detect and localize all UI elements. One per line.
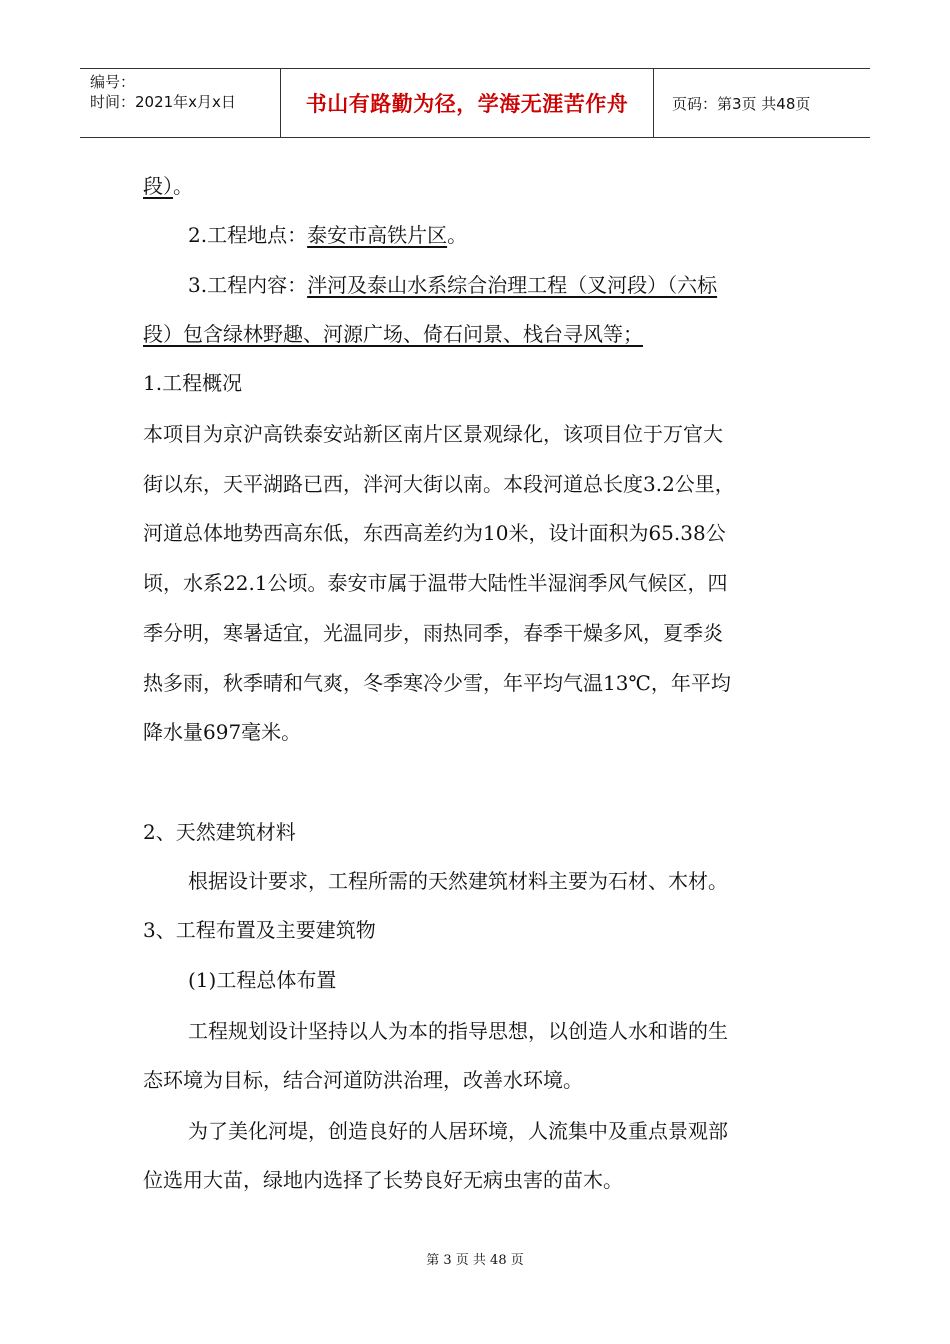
page-info: 页码：第3页 共48页	[672, 94, 811, 113]
paragraph-line	[143, 324, 643, 344]
label-text: 3.工程内容：	[188, 273, 308, 297]
paragraph-line: 态环境为目标，结合河道防洪治理，改善水环境。	[143, 1068, 583, 1092]
paragraph-line: 降水量697毫米。	[143, 720, 302, 744]
paragraph-line	[188, 225, 467, 245]
punctuation: 。	[447, 223, 468, 247]
underlined-text: 段）包含绿林野趣、河源广场、倚石问景、栈台寻风等；	[143, 322, 643, 346]
header-motto-cell	[281, 69, 654, 137]
header-meta-cell	[80, 69, 281, 137]
section-heading: 1.工程概况	[143, 371, 243, 395]
label-text: 2.工程地点：	[188, 223, 308, 247]
paragraph-line	[188, 275, 717, 295]
section-heading: 2、天然建筑材料	[143, 820, 296, 844]
paragraph-line: 街以东，天平湖路已西，泮河大街以南。本段河道总长度3.2公里，	[143, 472, 735, 496]
paragraph-line: 工程规划设计坚持以人为本的指导思想，以创造人水和谐的生	[188, 1019, 728, 1043]
paragraph-line: 根据设计要求，工程所需的天然建筑材料主要为石材、木材。	[188, 869, 728, 893]
paragraph-line: 顷，水系22.1公顷。泰安市属于温带大陆性半湿润季风气候区，四	[143, 571, 728, 595]
time-label: 时间：2021年x月x日	[90, 93, 236, 111]
paragraph-line: 为了美化河堤，创造良好的人居环境，人流集中及重点景观部	[188, 1119, 728, 1143]
motto-text: 书山有路勤为径，学海无涯苦作舟	[305, 92, 629, 116]
paragraph-line: 季分明，寒暑适宜，光温同步，雨热同季，春季干燥多风，夏季炎	[143, 621, 723, 645]
subsection-heading: (1)工程总体布置	[188, 968, 337, 992]
paragraph-line: 河道总体地势西高东低，东西高差约为10米，设计面积为65.38公	[143, 521, 726, 545]
punctuation: 。	[173, 174, 193, 198]
header-page-cell	[662, 69, 870, 137]
underlined-text: 泰安市高铁片区	[307, 223, 448, 247]
page-header-table	[80, 68, 870, 138]
paragraph-line	[143, 176, 193, 196]
number-label: 编号：	[90, 73, 136, 91]
underlined-text: 段）	[143, 174, 173, 198]
paragraph-line: 热多雨，秋季晴和气爽，冬季寒冷少雪，年平均气温13℃，年平均	[143, 671, 731, 695]
underlined-text: 泮河及泰山水系综合治理工程（叉河段）（六标	[307, 273, 718, 297]
page-footer: 第 3 页 共 48 页	[426, 1253, 524, 1268]
paragraph-line: 本项目为京沪高铁泰安站新区南片区景观绿化，该项目位于万官大	[143, 422, 723, 446]
paragraph-line: 位选用大苗，绿地内选择了长势良好无病虫害的苗木。	[143, 1168, 623, 1192]
section-heading: 3、工程布置及主要建筑物	[143, 918, 376, 942]
